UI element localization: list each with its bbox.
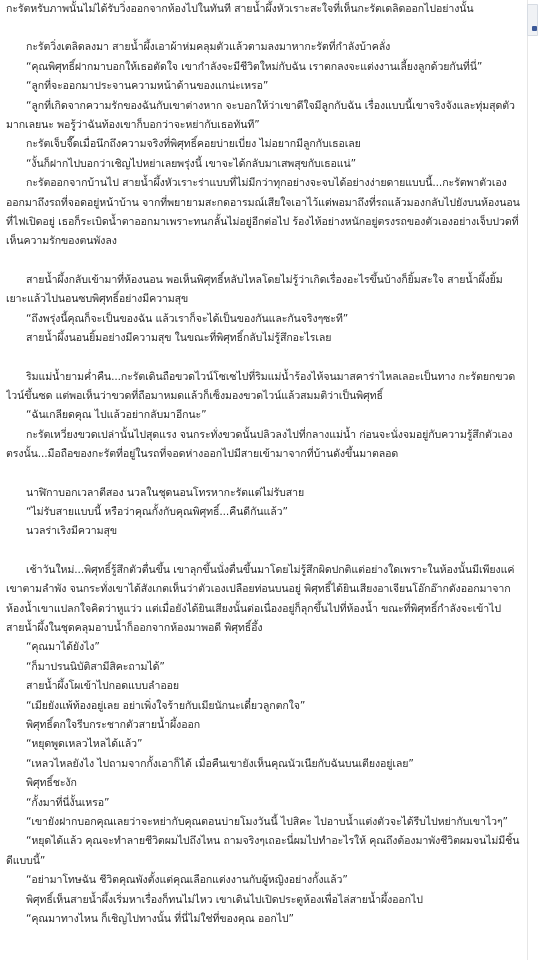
dialogue-line: “หยุดพูดเหลวไหลได้แล้ว” xyxy=(26,738,143,751)
dialogue-line: “ไม่รับสายแบบนี้ หรือว่าคุณกั้งกับคุณพิศุทธิ์...คืนดีกันแล้ว” xyxy=(26,505,288,518)
dialogue-line: “ลูกที่เกิดจากความรักของฉันกับเขาต่างหาก จะบอกให้ว่าเขาดีใจมีลูกกับฉัน เรื่องแบบนี้เขาจริงจังและทุ่มสุดตัวมากเลยนะ พอรู้ว่าฉันท้องเขาก็บอกว่าจะหย่ากับเธอทันที” xyxy=(6,99,515,132)
dialogue-line: “ถึงพรุ่งนี้คุณก็จะเป็นของฉัน แล้วเราก็จะได้เป็นของกันและกันจริงๆซะที” xyxy=(26,312,349,325)
paragraph: กะรัตเหวี่ยงขวดเปล่านั้นไปสุดแรง จนกระทั่งขวดนั้นปลิวลงไปที่กลางแม่น้ำ ก่อนจะนั่งจมอยู่กับความรู้สึกตัวเองตรงนั้น...มือถือของกะรัตที่อยู่ในรถที่จอดห่างออกไปมีสายเข้ามาจากที่บ้านดังขึ้นมาตลอด xyxy=(6,428,513,461)
paragraph: สายน้ำผึ้งกลับเข้ามาที่ห้องนอน พอเห็นพิศุทธิ์หลับไหลโดยไม่รู้ว่าเกิดเรื่องอะไรขึ้นบ้างก็ยิ้มสะใจ สายน้ำผึ้งยิ้มเยาะแล้วไปนอนซบพิศุทธิ์อย่างมีความสุข xyxy=(6,273,503,306)
paragraph: พิศุทธิ์เห็นสายน้ำผึ้งเริ่มหาเรื่องก็ทนไม่ไหว เขาเดินไปเปิดประตูห้องเพื่อไล่สายน้ำผึ้งออกไป xyxy=(26,893,423,906)
dialogue-line: “อย่ามาโทษฉัน ชีวิตคุณพังตั้งแต่คุณเลือกแต่งงานกับผู้หญิงอย่างกั้งแล้ว” xyxy=(26,874,348,887)
dialogue-line: “ก็มาปรนนิบัติสามีสิคะถามได้” xyxy=(26,660,165,673)
paragraph-gap xyxy=(6,349,520,368)
paragraph: กะรัตวิ่งเตลิดลงมา สายน้ำผึ้งเอาผ้าห่มคลุมตัวแล้วตามลงมาหากะรัตที่กำลังบ้าคลั่ง xyxy=(26,41,391,54)
dialogue-line: “คุณพิศุทธิ์ฝากมาบอกให้เธอตัดใจ เขากำลังจะมีชีวิตใหม่กับฉัน เราตกลงจะแต่งงานเลี้ยงลูกด้วยกันที่นี่” xyxy=(26,60,483,73)
dialogue-line: “เขายังฝากบอกคุณเลยว่าจะหย่ากับคุณตอนบ่ายโมงวันนี้ ไปสิคะ ไปอาบน้ำแต่งตัวจะได้รีบไปหย่ากับเขาไวๆ” xyxy=(26,816,508,829)
paragraph: นวลร่าเริงมีความสุข xyxy=(26,525,117,538)
share-widget[interactable] xyxy=(527,4,538,36)
paragraph: พิศุทธิ์ชะงัก xyxy=(26,777,77,790)
paragraph: เช้าวันใหม่...พิศุทธิ์รู้สึกตัวตื่นขึ้น เขาลุกขึ้นนั่งตื่นขึ้นมาโดยไม่รู้สึกผิดปกติแต่อย่างใดเพราะในห้องนั้นมีเพียงแค่เขาตามลำพัง จนกระทั่งเขาได้สังเกตเห็นว่าตัวเองเปลือยท่อนบนอยู่ พิศุทธิ์ได้ยินเสียงอาเจียนโอ๊กอ๊ากดังออกมาจากห้องน้ำเขาแปลกใจคิดว่าหูแว่ว แต่เมื่อยังได้ยินเสียงนั้นต่อเนื่องอยู่ก็ลุกขึ้นไปที่ห้องน้ำ ขณะที่พิศุทธิ์กำลังจะเข้าไป สายน้ำผึ้งในชุดคลุมอาบน้ำก็ออกจากห้องมาพอดี พิศุทธิ์อึ้ง xyxy=(6,563,515,634)
paragraph-gap xyxy=(6,542,520,561)
paragraph: พิศุทธิ์ตกใจรีบกระชากตัวสายน้ำผึ้งออก xyxy=(26,719,201,731)
dialogue-line: “กั้งมาที่นี่งั้นเหรอ” xyxy=(26,796,110,809)
paragraph: นาฬิกาบอกเวลาตีสอง นวลในชุดนอนโทรหากะรัตแต่ไม่รับสาย xyxy=(26,486,305,499)
facebook-icon[interactable] xyxy=(532,26,537,31)
paragraph: สายน้ำผึ้งโผเข้าไปกอดแบบลำออย xyxy=(26,680,179,693)
dialogue-line: “คุณมาได้ยังไง” xyxy=(26,641,100,654)
dialogue-line: “งั้นก็ฝากไปบอกว่าเชิญไปหย่าเลยพรุ่งนี้ เขาจะได้กลับมาเสพสุขกับเธอแน่” xyxy=(26,157,357,170)
paragraph-gap xyxy=(6,19,520,38)
paragraph: กะรัตเจ็บจี๊ดเมื่อนึกถึงความจริงที่พิศุทธิ์คอยบ่ายเบี่ยง ไม่อยากมีลูกกับเธอเลย xyxy=(26,138,361,151)
dialogue-line: “คุณมาทางไหน ก็เชิญไปทางนั้น ที่นี่ไม่ใช่ที่ของคุณ ออกไป” xyxy=(26,913,294,926)
paragraph: กะรัตหรับภาพนั้นไม่ได้รับวิ่งออกจากห้องไปในทันที สายน้ำผึ้งหัวเราะสะใจที่เห็นกะรัตเดลิดออกไปอย่างนั้น xyxy=(6,3,474,15)
paragraph: สายน้ำผึ้งนอนยิ้มอย่างมีความสุข ในขณะที่พิศุทธิ์กลับไม่รู้สึกอะไรเลย xyxy=(26,332,332,345)
paragraph: กะรัตออกจากบ้านไป สายน้ำผึ้งหัวเราะร่าแบบที่ไม่มีกว่าทุกอย่างจะจบได้อย่างง่ายดายแบบนี้...กะรัตพาตัวเองออกมาถึงรถที่จอดอยู่หน้าบ้าน จากที่พยายามสะกดอารมณ์เสียใจเอาไว้แต่พอมาถึงที่รถแล้วมองกลับไปยังบนห้องนอนที่ไฟเปิดอยู่ เธอก็ระเบิดน้ำตาออกมาเพราะทนกลั้นไม่อยู่อีกต่อไป ร้องไห้อย่างหนักอยู่ตรงรถของตัวเองอย่างเจ็บปวดที่เห็นความรักของตนพังลง xyxy=(6,177,520,248)
dialogue-line: “ลูกที่จะออกมาประจานความหน้าด้านของแกน่ะเหรอ” xyxy=(26,80,269,93)
dialogue-line: “หยุดได้แล้ว คุณจะทำลายชีวิตผมไปถึงไหน ถามจริงๆเถอะนี่ผมไปทำอะไรให้ คุณถึงต้องมาพังชีวิตผมจนไม่มีชิ้นดีแบบนี้” xyxy=(6,835,520,867)
dialogue-line: “ฉันเกลียดคุณ ไปแล้วอย่ากลับมาอีกนะ” xyxy=(26,409,207,422)
paragraph-gap xyxy=(6,252,520,271)
article-body xyxy=(6,0,520,960)
paragraph: ริมแม่น้ำยามค่ำคืน...กะรัตเดินถือขวดไวน์โซเซไปที่ริมแม่น้ำร้องไห้จนมาสคาร่าไหลเลอะเป็นทาง กะรัตยกขวดไวน์ขึ้นซด แต่พอเห็นว่าขวดที่ถือมาหมดแล้วก็เซ็งมองขวดไวน์แล้วสมมติว่าเป็นพิศุทธิ์ xyxy=(6,370,516,402)
page-edge-sidebar xyxy=(527,0,540,960)
dialogue-line: “เมียยังแพ้ท้องอยู่เลย อย่าเพิ่งใจร้ายกับเมียนักนะเดี๋ยวลูกตกใจ” xyxy=(26,699,306,712)
paragraph-gap xyxy=(6,465,520,484)
dialogue-line: “เหลวไหลยังไง ไปถามจากกั้งเอาก็ได้ เมื่อคืนเขายังเห็นคุณนัวเนียกับฉันบนเตียงอยู่เลย” xyxy=(26,757,414,770)
